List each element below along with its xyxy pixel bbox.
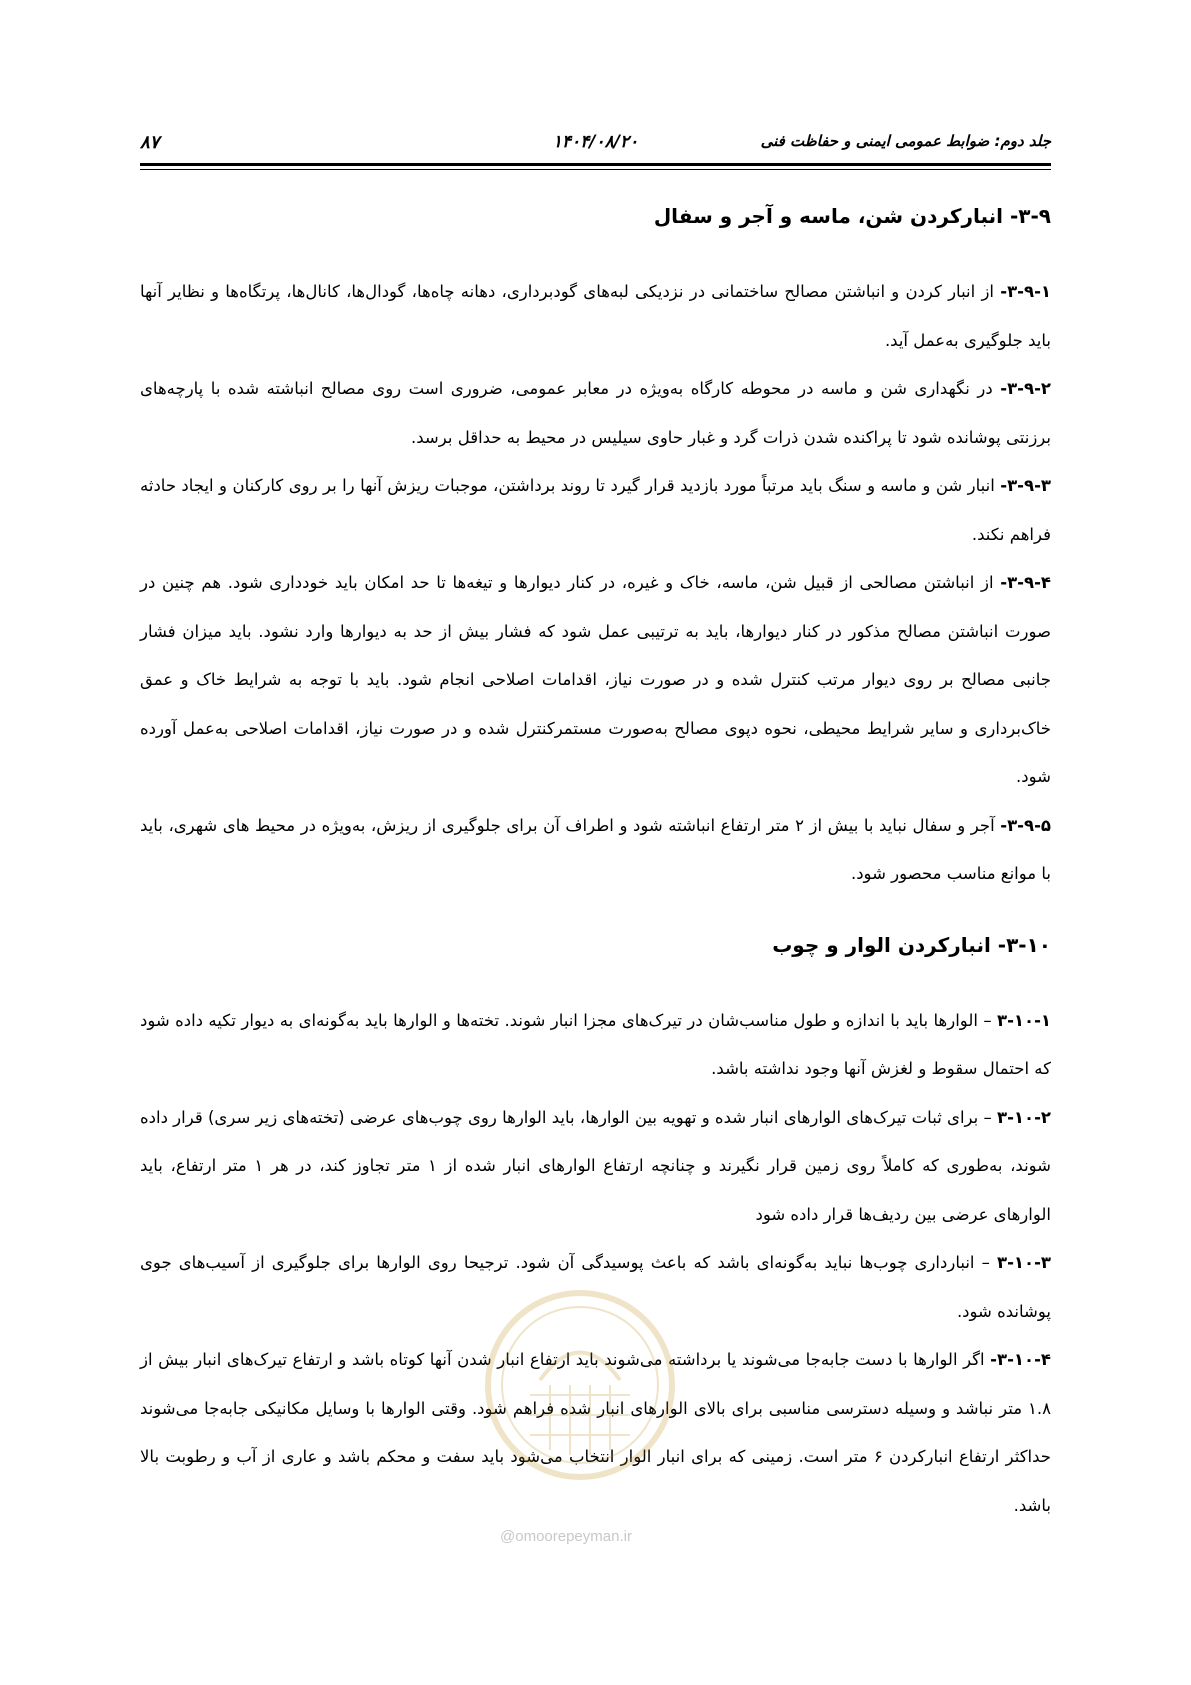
watermark-logo <box>480 1285 680 1485</box>
clause-number: ۳-۹-۴- <box>1000 573 1051 592</box>
clause-number: ۳-۹-۳- <box>1000 476 1051 495</box>
clause-number: ۳-۱۰-۱ <box>997 1010 1051 1030</box>
clause-text: از انبار کردن و انباشتن مصالح ساختمانی در نزدیکی لبه‌های گودبرداری، دهانه چاه‌ها، گودال‌ها، کانال‌ها، پرتگاه‌ها و نظایر آنها باید جلوگیری به‌عمل آید. <box>140 282 1051 350</box>
paragraph <box>140 997 1051 1094</box>
clause-text: در نگهداری شن و ماسه در محوطه کارگاه به‌ویژه در معابر عمومی، ضروری است روی مصالح انباشته شده با پارچه‌های برزنتی پوشانده شود تا پراکنده شدن ذرات گرد و غبار حاوی سیلیس در محیط به حداقل برسد. <box>140 379 1051 447</box>
paragraph <box>140 802 1051 899</box>
page-number: ۸۷ <box>140 132 160 153</box>
header-rule-thin <box>140 169 1051 170</box>
section-heading: ۳-۱۰- انبارکردن الوار و چوب <box>772 932 1051 957</box>
header-rule-thick <box>140 163 1051 166</box>
clause-number: ۳-۱۰-۴- <box>990 1350 1051 1369</box>
clause-text: اگر الوارها با دست جابه‌جا می‌شوند یا برداشته می‌شوند باید ارتفاع انبار شدن آنها کوتاه باشد و ارتفاع تیرک‌های انبار بیش از ۱.۸ متر نباشد و وسیله دسترسی مناسبی برای بالای الوارهای انبار شده فراهم شود. وقتی الوارها با وسایل مکانیکی جابه‌جا می‌شوند حداکثر ارتفاع انبارکردن ۶ متر است. زمینی که برای انبار الوار انتخاب می‌شود باید سفت و محکم باشد و عاری از آب و رطوبت بالا باشد. <box>140 1350 1051 1515</box>
clause-text: – انبارداری چوب‌ها نباید به‌گونه‌ای باشد که باعث پوسیدگی آن شود. ترجیحا روی الوارها برای جلوگیری از آسیب‌های جوی پوشانده شود. <box>140 1253 1051 1321</box>
clause-number: ۳-۹-۵- <box>1000 815 1052 835</box>
clause-number: ۳-۱۰-۳ <box>997 1253 1051 1272</box>
running-title: جلد دوم: ضوابط عمومی ایمنی و حفاظت فنی <box>760 132 1051 150</box>
clause-text: انبار شن و ماسه و سنگ باید مرتباً مورد بازدید قرار گیرد تا روند برداشتن، موجبات ریزش آنها را بر روی کارکنان و ایجاد حادثه فراهم نکند. <box>140 476 1051 544</box>
clause-text: از انباشتن مصالحی از قبیل شن، ماسه، خاک و غیره، در کنار دیوارها و تیغه‌ها تا حد امکان باید خودداری شود. هم چنین در صورت انباشتن مصالح مذکور در کنار دیوارها، باید به ترتیبی عمل شود که فشار بیش از حد به دیوارها وارد نشود. باید میزان فشار جانبی مصالح بر روی دیوار مرتب کنترل شده و در صورت نیاز، اقدامات اصلاحی انجام شود. باید با توجه به شرایط خاک و عمق خاک‌برداری و سایر شرایط محیطی، نحوه دپوی مصالح به‌صورت مستمرکنترل شده و در صورت نیاز، اقدامات اصلاحی به‌عمل آورده شود. <box>140 573 1051 786</box>
page-header <box>140 130 1051 162</box>
paragraph <box>140 559 1051 802</box>
paragraph <box>140 462 1051 559</box>
clause-text: – الوارها باید با اندازه و طول مناسب‌شان در تیرک‌های مجزا انبار شوند. تخته‌ها و الوارها باید به‌گونه‌ای به دیوار تکیه داده شود که احتمال سقوط و لغزش آنها وجود نداشته باشد. <box>140 1010 1051 1078</box>
clause-number: ۳-۹-۱- <box>1000 282 1051 301</box>
paragraph <box>140 365 1051 462</box>
section-heading: ۳-۹- انبارکردن شن، ماسه و آجر و سفال <box>653 204 1051 228</box>
header-date: ۱۴۰۴/۰۸/۲۰ <box>552 132 639 152</box>
clause-number: ۳-۱۰-۲ <box>997 1107 1051 1127</box>
watermark-site: @omoorepeyman.ir <box>500 1528 632 1545</box>
clause-number: ۳-۹-۲- <box>1000 379 1051 398</box>
paragraph <box>140 1094 1051 1240</box>
paragraph <box>140 268 1051 365</box>
clause-text: – برای ثبات تیرک‌های الوارهای انبار شده و تهویه بین الوارها، باید الوارها روی چوب‌های عرضی (تخته‌های زیر سری) قرار داده شوند، به‌طوری که کاملاً روی زمین قرار نگیرند و چنانچه ارتفاع الوارهای انبار شده از ۱ متر تجاوز کند، در هر ۱ متر ارتفاع، باید الوارهای عرضی بین ردیف‌ها قرار داده شود <box>140 1107 1052 1224</box>
clause-text: آجر و سفال نباید با بیش از ۲ متر ارتفاع انباشته شود و اطراف آن برای جلوگیری از ریزش، به‌ویژه در محیط های شهری، باید با موانع مناسب محصور شود. <box>140 815 1051 883</box>
